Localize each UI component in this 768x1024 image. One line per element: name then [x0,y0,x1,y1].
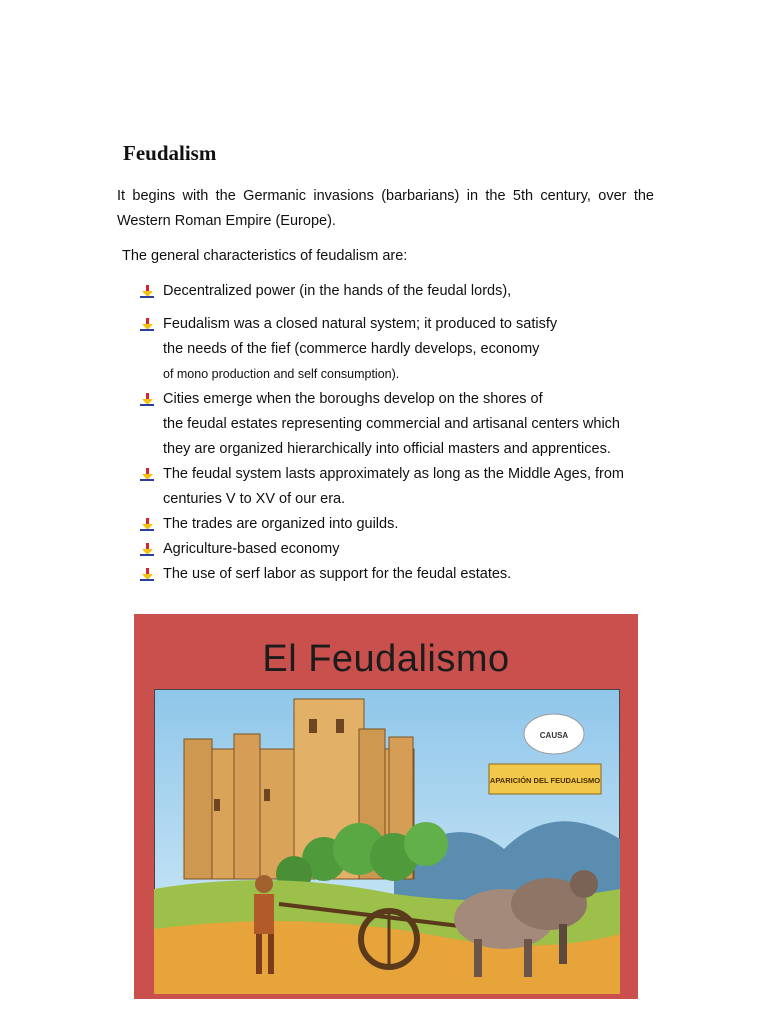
list-item-text: Decentralized power (in the hands of the feudal lords), [163,283,512,299]
list-item [140,512,662,537]
feudalism-illustration [134,614,638,999]
list-item-text: the feudal estates representing commercial and artisanal centers which [163,416,620,432]
list-item-text: The feudal system lasts approximately as long as the Middle Ages, from [163,466,624,482]
arrow-bullet-icon [140,568,154,581]
list-item-text: centuries V to XV of our era. [163,491,346,507]
arrow-bullet-icon [140,318,154,331]
page-title: Feudalism [123,141,217,165]
arrow-bullet-icon [140,543,154,556]
arrow-bullet-icon [140,393,154,406]
arrow-bullet-icon [140,285,154,298]
list-item-text: they are organized hierarchically into official masters and apprentices. [163,441,611,457]
arrow-bullet-icon [140,518,154,531]
characteristics-list [140,279,662,587]
list-item [140,312,662,387]
list-item [140,462,662,512]
castle-farm-scene [154,689,620,994]
list-item-text: the needs of the fief (commerce hardly develops, economy [163,341,540,357]
list-item-text: Agriculture-based economy [163,541,340,557]
characteristics-lead: The general characteristics of feudalism are: [122,248,408,264]
banner-text: APARICIÓN DEL FEUDALISMO [489,776,601,785]
list-item-text: of mono production and self consumption). [163,367,400,381]
cause-bubble-text: CAUSA [539,731,569,740]
list-item [140,279,662,304]
list-item-text: Feudalism was a closed natural system; it produced to satisfy [163,316,558,332]
list-item [140,387,662,462]
list-item-text: The trades are organized into guilds. [163,516,399,532]
list-item [140,562,662,587]
list-item-text: The use of serf labor as support for the feudal estates. [163,566,512,582]
illustration-title: El Feudalismo [262,638,510,680]
list-item-text: Cities emerge when the boroughs develop on the shores of [163,391,543,407]
arrow-bullet-icon [140,468,154,481]
list-item [140,537,662,562]
intro-paragraph: It begins with the Germanic invasions (barbarians) in the 5th century, over the Western Roman Empire (Europe). [117,188,654,229]
